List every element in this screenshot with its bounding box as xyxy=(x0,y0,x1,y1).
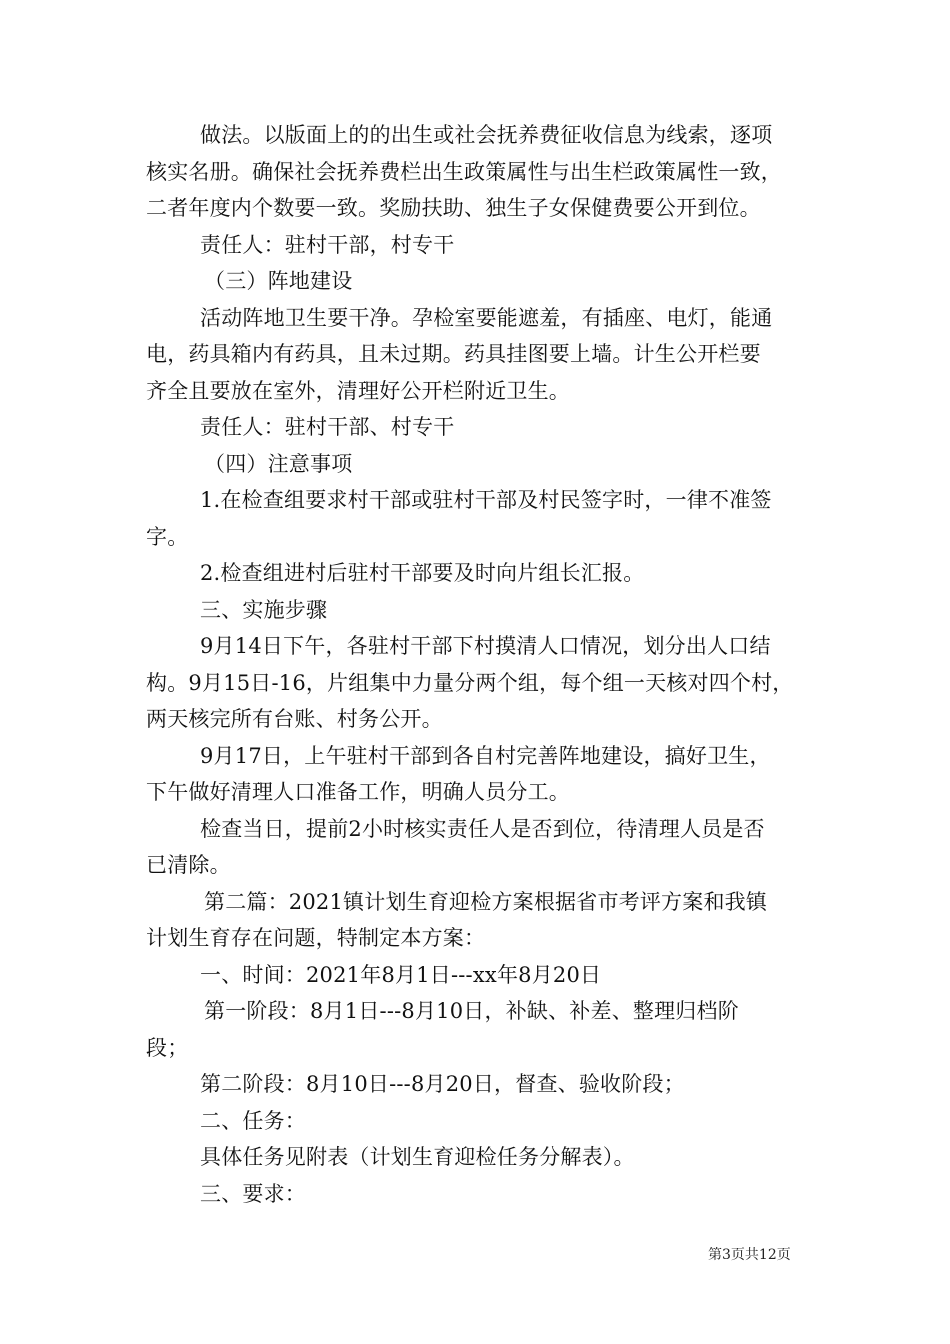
section-heading: 二、任务： xyxy=(200,1108,306,1133)
section-heading: 一、时间：2021年8月1日---xx年8月20日 xyxy=(200,962,602,987)
section-heading: 三、实施步骤 xyxy=(200,597,328,622)
text-line: 电，药具箱内有药具，且未过期。药具挂图要上墙。计生公开栏要 xyxy=(146,342,761,366)
text-line: 责任人：驻村干部，村专干 xyxy=(200,232,455,257)
text-line: 检查当日，提前2小时核实责任人是否到位，待清理人员是否 xyxy=(200,816,765,841)
text-line: 二者年度内个数要一致。奖励扶助、独生子女保健费要公开到位。 xyxy=(146,196,761,220)
text-line: 9月17日，上午驻村干部到各自村完善阵地建设，搞好卫生， xyxy=(200,743,771,768)
document-body xyxy=(146,117,826,1212)
chapter-heading: 第二篇：2021镇计划生育迎检方案根据省市考评方案和我镇 xyxy=(204,889,768,914)
text-line: 核实名册。确保社会抚养费栏出生政策属性与出生栏政策属性一致， xyxy=(146,159,782,184)
text-line: 两天核完所有台账、村务公开。 xyxy=(146,707,443,731)
page-number-footer: 第3页共12页 xyxy=(708,1247,791,1263)
text-line: 齐全且要放在室外，清理好公开栏附近卫生。 xyxy=(146,378,570,403)
text-line: 下午做好清理人口准备工作，明确人员分工。 xyxy=(146,780,570,804)
text-line: 1.在检查组要求村干部或驻村干部及村民签字时，一律不准签 xyxy=(200,488,772,512)
text-line: 做法。以版面上的的出生或社会抚养费征收信息为线索，逐项 xyxy=(200,123,773,147)
text-line: 第二阶段：8月10日---8月20日，督查、验收阶段； xyxy=(200,1072,685,1096)
text-line: 责任人：驻村干部、村专干 xyxy=(200,415,455,439)
text-line: 构。9月15日-16，片组集中力量分两个组，每个组一天核对四个村， xyxy=(146,670,794,695)
text-line: 已清除。 xyxy=(146,853,231,877)
text-line: 9月14日下午，各驻村干部下村摸清人口情况，划分出人口结 xyxy=(200,634,771,658)
text-line: 段； xyxy=(146,1035,189,1060)
section-heading: （四）注意事项 xyxy=(204,451,353,476)
text-line: 活动阵地卫生要干净。孕检室要能遮羞，有插座、电灯，能通 xyxy=(200,305,773,330)
text-line: 第一阶段：8月1日---8月10日，补缺、补差、整理归档阶 xyxy=(204,999,739,1023)
text-line: 计划生育存在问题，特制定本方案： xyxy=(146,926,486,950)
text-line: 字。 xyxy=(146,524,189,549)
text-line: 2.检查组进村后驻村干部要及时向片组长汇报。 xyxy=(200,561,645,585)
text-line: 具体任务见附表（计划生育迎检任务分解表）。 xyxy=(200,1145,635,1169)
section-heading: （三）阵地建设 xyxy=(204,269,353,293)
section-heading: 三、要求： xyxy=(200,1181,306,1206)
